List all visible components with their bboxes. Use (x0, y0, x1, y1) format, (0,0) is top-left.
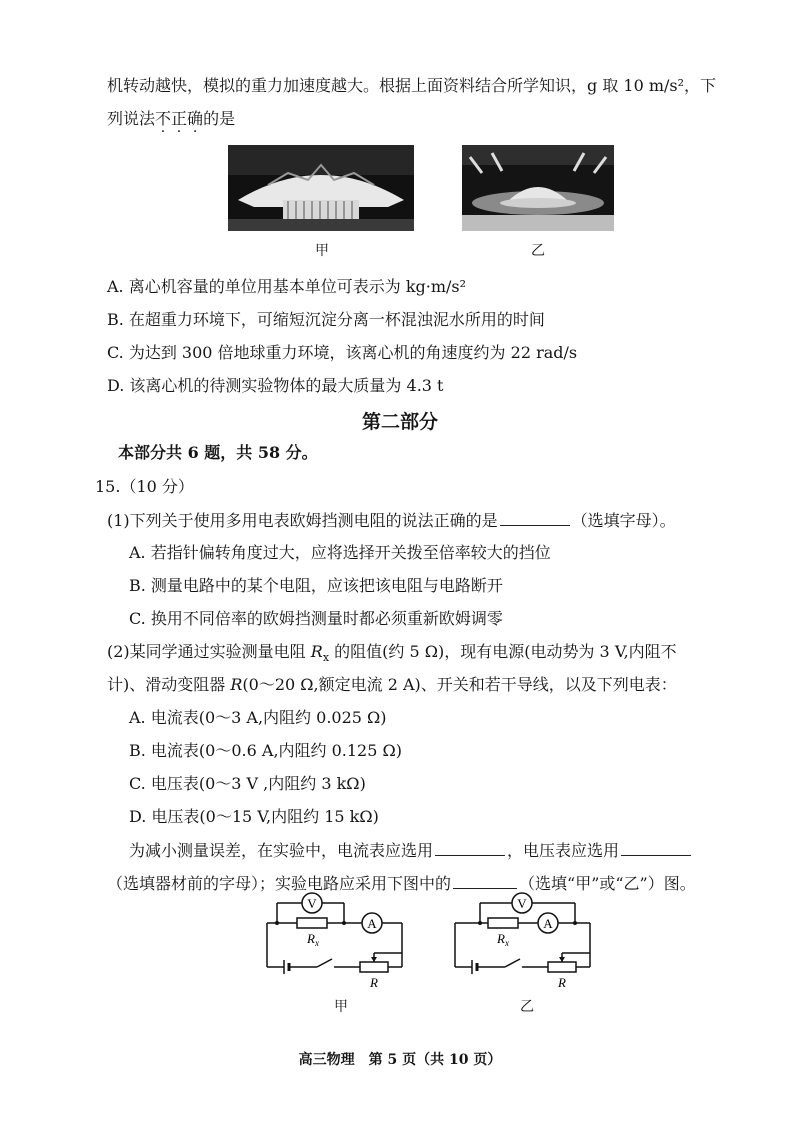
circuit-caption-jia: 甲 (334, 999, 348, 1015)
q15-part2-line1: (2)某同学通过实验测量电阻 $R_x$ 的阻值(约 5 Ω)，现有电源(电动势为 3 V,内阻不 (107, 642, 677, 665)
rheostat-label: R (558, 975, 566, 990)
meter-option-b: B. 电流表(0～0.6 A,内阻约 0.125 Ω) (129, 741, 403, 760)
voltmeter-label: V (517, 896, 527, 911)
section-summary: 本部分共 6 题，共 58 分。 (118, 443, 318, 462)
svg-text:Rx: $R_x$ (497, 931, 509, 948)
q15-header: 15.（10 分） (95, 477, 194, 496)
circuit-diagram-jia (262, 885, 422, 990)
meter-option-c: C. 电压表(0～3 V ,内阻约 3 kΩ) (129, 774, 366, 793)
q14-option-d: D. 该离心机的待测实验物体的最大质量为 4.3 t (107, 376, 444, 395)
answer-blank-voltmeter (621, 839, 691, 856)
q14-option-a: A. 离心机容量的单位用基本单位可表示为 kg·m/s² (107, 277, 467, 296)
ammeter-label: A (543, 916, 553, 931)
q15-part1-option-a: A. 若指针偏转角度过大，应将选择开关拨至倍率较大的挡位 (129, 543, 551, 562)
q14-option-b: B. 在超重力环境下，可缩短沉淀分离一杯混浊泥水所用的时间 (107, 310, 545, 329)
photo-centrifuge-yi (462, 145, 614, 231)
intro-line-2 (107, 108, 235, 130)
q14-option-c: C. 为达到 300 倍地球重力环境，该离心机的角速度约为 22 rad/s (107, 343, 578, 362)
emphasis-dots: 不正确 (155, 109, 204, 128)
q15-part2-line2: 计)、滑动变阻器 R(0～20 Ω,额定电流 2 A)、开关和若干导线，以及下列电表： (107, 675, 677, 694)
intro-text: 列说法 (107, 109, 156, 128)
figure-caption-yi: 乙 (531, 243, 545, 259)
section-title: 第二部分 (361, 411, 438, 433)
answer-blank-1 (500, 509, 570, 526)
q15-part1-option-b: B. 测量电路中的某个电阻，应该把该电阻与电路断开 (129, 576, 503, 595)
rheostat-label: R (370, 975, 378, 990)
voltmeter-label: V (307, 896, 317, 911)
q15-part1: (1)下列关于使用多用电表欧姆挡测电阻的说法正确的是 （选填字母）。 (107, 511, 676, 530)
ammeter-label: A (367, 916, 377, 931)
answer-blank-ammeter (435, 839, 505, 856)
intro-line-1: 机转动越快，模拟的重力加速度越大。根据上面资料结合所学知识，g 取 10 m/s²，下 (107, 76, 717, 95)
figure-caption-jia: 甲 (315, 243, 329, 259)
circuit-diagram-yi (450, 885, 610, 990)
page-footer: 高三物理 第 5 页（共 10 页） (298, 1052, 502, 1068)
q15-part2-question-1: 为减小测量误差，在实验中，电流表应选用 ，电压表应选用 (129, 839, 693, 862)
meter-option-a: A. 电流表(0～3 A,内阻约 0.025 Ω) (129, 708, 387, 727)
circuit-caption-yi: 乙 (520, 999, 534, 1015)
q15-part2-question-2: （选填器材前的字母）；实验电路应采用下图中的 （选填“甲”或“乙”）图。 (107, 874, 696, 893)
q15-part1-option-c: C. 换用不同倍率的欧姆挡测量时都必须重新欧姆调零 (129, 609, 503, 628)
intro-text-end: 的是 (203, 109, 236, 128)
photo-centrifuge-jia (228, 145, 414, 231)
meter-option-d: D. 电压表(0～15 V,内阻约 15 kΩ) (129, 807, 379, 826)
svg-text:Rx: $R_x$ (307, 931, 319, 948)
